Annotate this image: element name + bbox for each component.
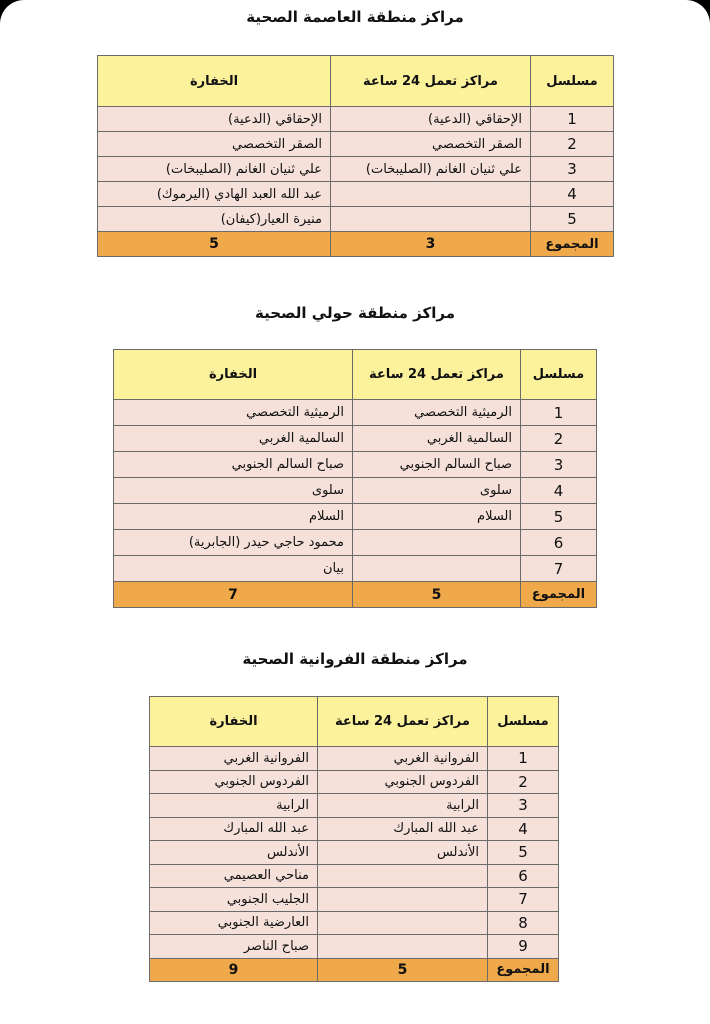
duty-cell: منيرة العيار(كيفان) — [98, 207, 331, 232]
capital-title: مراكز منطقة العاصمة الصحية — [246, 8, 464, 26]
total-label: المجموع — [488, 958, 559, 982]
open24-cell: الصقر التخصصي — [331, 132, 531, 157]
serial-cell: 2 — [488, 770, 559, 794]
duty-cell: الأندلس — [150, 841, 318, 865]
serial-cell: 9 — [488, 935, 559, 959]
open24-header: مراكز تعمل 24 ساعة — [331, 56, 531, 107]
table-row — [150, 935, 559, 959]
duty-cell: الرابية — [150, 794, 318, 818]
duty-header: الخفارة — [114, 350, 353, 400]
table-row — [114, 452, 597, 478]
open24-cell: الإحقاقي (الدعية) — [331, 107, 531, 132]
farwaniya-table — [149, 696, 559, 982]
duty-cell: الفردوس الجنوبي — [150, 770, 318, 794]
table-row — [114, 478, 597, 504]
total-label: المجموع — [531, 232, 614, 257]
table-row — [98, 157, 614, 182]
total-row — [114, 582, 597, 608]
open24-cell: الفردوس الجنوبي — [318, 770, 488, 794]
serial-cell: 3 — [521, 452, 597, 478]
total-open24: 5 — [318, 958, 488, 982]
table-row — [114, 530, 597, 556]
serial-cell: 1 — [488, 747, 559, 771]
open24-cell — [318, 864, 488, 888]
total-open24: 3 — [331, 232, 531, 257]
table-row — [98, 107, 614, 132]
duty-cell: الجليب الجنوبي — [150, 888, 318, 912]
open24-cell — [353, 556, 521, 582]
duty-cell: السالمية الغربي — [114, 426, 353, 452]
total-label: المجموع — [521, 582, 597, 608]
duty-cell: محمود حاجي حيدر (الجابرية) — [114, 530, 353, 556]
open24-cell: السلام — [353, 504, 521, 530]
serial-cell: 3 — [488, 794, 559, 818]
serial-cell: 6 — [521, 530, 597, 556]
serial-cell: 2 — [531, 132, 614, 157]
duty-cell: العارضية الجنوبي — [150, 911, 318, 935]
serial-cell: 2 — [521, 426, 597, 452]
open24-cell: السالمية الغربي — [353, 426, 521, 452]
serial-cell: 8 — [488, 911, 559, 935]
open24-cell — [353, 530, 521, 556]
table-row — [150, 794, 559, 818]
table-row — [98, 207, 614, 232]
duty-header: الخفارة — [150, 697, 318, 747]
open24-cell — [331, 207, 531, 232]
serial-cell: 4 — [531, 182, 614, 207]
open24-header: مراكز تعمل 24 ساعة — [318, 697, 488, 747]
duty-header: الخفارة — [98, 56, 331, 107]
capital-header-row — [98, 56, 614, 107]
table-row — [150, 864, 559, 888]
duty-cell: الصقر التخصصي — [98, 132, 331, 157]
open24-cell: سلوى — [353, 478, 521, 504]
serial-cell: 5 — [521, 504, 597, 530]
table-row — [98, 132, 614, 157]
duty-cell: الرميثية التخصصي — [114, 400, 353, 426]
open24-cell: الفروانية الغربي — [318, 747, 488, 771]
serial-cell: 4 — [521, 478, 597, 504]
duty-cell: بيان — [114, 556, 353, 582]
serial-cell: 6 — [488, 864, 559, 888]
serial-header: مسلسل — [521, 350, 597, 400]
table-row — [114, 426, 597, 452]
open24-header: مراكز تعمل 24 ساعة — [353, 350, 521, 400]
duty-cell: عبد الله المبارك — [150, 817, 318, 841]
open24-cell: علي ثنيان الغانم (الصليبخات) — [331, 157, 531, 182]
table-row — [114, 556, 597, 582]
total-row — [150, 958, 559, 982]
open24-cell — [318, 888, 488, 912]
duty-cell: عبد الله العبد الهادي (اليرموك) — [98, 182, 331, 207]
table-row — [150, 770, 559, 794]
duty-cell: صباح الناصر — [150, 935, 318, 959]
serial-cell: 7 — [488, 888, 559, 912]
open24-cell — [318, 935, 488, 959]
open24-cell: الأندلس — [318, 841, 488, 865]
table-row — [150, 911, 559, 935]
hawalli-table — [113, 349, 597, 608]
serial-header: مسلسل — [488, 697, 559, 747]
serial-cell: 5 — [531, 207, 614, 232]
farwaniya-title: مراكز منطقة الفروانية الصحية — [242, 650, 468, 668]
open24-cell: عبد الله المبارك — [318, 817, 488, 841]
table-row — [114, 400, 597, 426]
total-duty: 5 — [98, 232, 331, 257]
capital-table — [97, 55, 614, 257]
duty-cell: صباح السالم الجنوبي — [114, 452, 353, 478]
duty-cell: سلوى — [114, 478, 353, 504]
table-row — [150, 841, 559, 865]
table-row — [114, 504, 597, 530]
duty-cell: الإحقاقي (الدعية) — [98, 107, 331, 132]
total-duty: 9 — [150, 958, 318, 982]
duty-cell: مناحي العصيمي — [150, 864, 318, 888]
hawalli-title: مراكز منطقة حولي الصحية — [254, 304, 455, 322]
serial-cell: 1 — [521, 400, 597, 426]
total-row — [98, 232, 614, 257]
open24-cell: الرابية — [318, 794, 488, 818]
serial-cell: 1 — [531, 107, 614, 132]
farwaniya-header-row — [150, 697, 559, 747]
duty-cell: علي ثنيان الغانم (الصليبخات) — [98, 157, 331, 182]
serial-cell: 7 — [521, 556, 597, 582]
serial-header: مسلسل — [531, 56, 614, 107]
total-duty: 7 — [114, 582, 353, 608]
open24-cell: الرميثية التخصصي — [353, 400, 521, 426]
duty-cell: الفروانية الغربي — [150, 747, 318, 771]
serial-cell: 5 — [488, 841, 559, 865]
serial-cell: 4 — [488, 817, 559, 841]
duty-cell: السلام — [114, 504, 353, 530]
total-open24: 5 — [353, 582, 521, 608]
open24-cell: صباح السالم الجنوبي — [353, 452, 521, 478]
table-row — [150, 747, 559, 771]
serial-cell: 3 — [531, 157, 614, 182]
hawalli-header-row — [114, 350, 597, 400]
open24-cell — [318, 911, 488, 935]
table-row — [150, 817, 559, 841]
open24-cell — [331, 182, 531, 207]
table-row — [98, 182, 614, 207]
table-row — [150, 888, 559, 912]
